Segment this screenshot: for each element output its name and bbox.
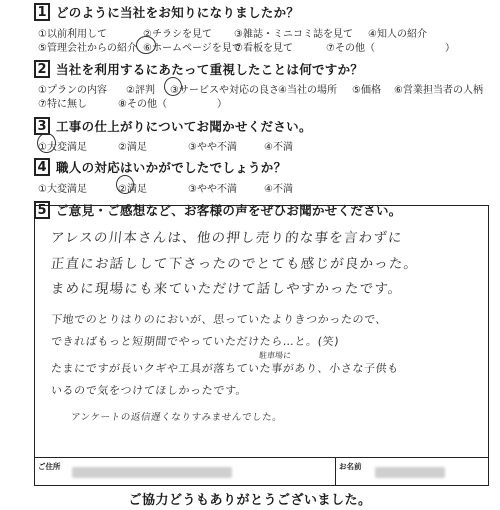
option[interactable]: ⑧その他（ ）: [118, 99, 227, 110]
handwritten-line: いるので気をつけてほしかったです。: [50, 384, 248, 397]
question-number: 1: [34, 3, 50, 21]
option[interactable]: ②チラシを見て: [143, 29, 212, 40]
question-number: 5: [34, 201, 50, 219]
option[interactable]: ③やや不満: [188, 142, 237, 153]
thanks-message: ご協力どうもありがとうございました。: [128, 493, 372, 508]
question-1-header: [34, 2, 299, 22]
option[interactable]: ④不満: [264, 184, 293, 195]
question-text: ご意見・ご感想など、お客様の声をぜひお聞かせください。: [56, 203, 402, 218]
question-text: 工事の仕上がりについてお聞かせください。: [56, 119, 312, 134]
option[interactable]: ④不満: [264, 142, 293, 153]
option[interactable]: ⑦その他（ ）: [326, 43, 455, 54]
handwritten-line: たまにですが長いクギや工具が落ちていた事があり、小さな子供も: [50, 362, 400, 375]
question-text: 職人の対応はいかがでしたでしょうか？: [56, 160, 287, 175]
option[interactable]: ①プランの内容: [38, 85, 107, 96]
option[interactable]: ⑦看板を見て: [234, 43, 293, 54]
name-label: お名前: [339, 462, 362, 471]
option[interactable]: ⑤価格: [352, 85, 381, 96]
option[interactable]: ③やや不満: [188, 184, 237, 195]
redacted-name: [375, 467, 445, 478]
option[interactable]: ①以前利用して: [38, 29, 107, 40]
option[interactable]: ②評判: [126, 85, 155, 96]
handwritten-line: まめに現場にも来ていただけて話しやすかったです。: [49, 281, 404, 297]
option[interactable]: ②満足: [118, 142, 147, 153]
address-field[interactable]: [35, 458, 336, 485]
question-number: 3: [34, 117, 50, 135]
handwritten-line: アレスの川本さんは、他の押し売り的な事を言わずに: [49, 230, 404, 246]
answer-circle-mark: [116, 175, 134, 194]
option[interactable]: ③雑誌・ミニコミ誌を見て: [234, 29, 353, 40]
option[interactable]: ②満足: [118, 184, 147, 195]
answer-circle-mark: [136, 36, 156, 54]
option[interactable]: ①大変満足: [38, 142, 87, 153]
option[interactable]: ③サービスや対応の良さ: [170, 85, 279, 96]
question-number: 4: [34, 158, 50, 176]
question-2-header: [34, 59, 363, 79]
option[interactable]: ⑦特に無し: [38, 99, 87, 110]
option[interactable]: ④知人の紹介: [368, 29, 427, 40]
question-text: 当社を利用するにあたって重視したことは何ですか？: [56, 62, 364, 77]
option[interactable]: ④当社の場所: [278, 85, 337, 96]
question-text: どのように当社をお知りになりましたか？: [56, 5, 300, 20]
handwritten-line: 下地でのとりはりのにおいが、思っていたよりきつかったので、: [50, 313, 388, 326]
answer-circle-mark: [164, 77, 182, 96]
option[interactable]: ⑥ホームページを見て: [143, 43, 242, 54]
option[interactable]: ①大変満足: [38, 184, 87, 195]
name-field[interactable]: [336, 458, 488, 485]
question-4-header: [34, 157, 286, 177]
handwritten-line: 正直にお話しして下さったのでとても感じが良かった。: [49, 256, 420, 272]
answer-circle-mark: [37, 133, 56, 153]
question-3-header: [34, 116, 312, 136]
handwritten-line: アンケートの返信遅くなりすみませんでした。: [70, 412, 283, 423]
handwritten-line: できればもっと短期間でやっていただけたら…と。(笑): [50, 335, 340, 348]
option[interactable]: ⑥営業担当者の人柄: [394, 85, 483, 96]
address-label: ご住所: [38, 462, 61, 471]
comment-box[interactable]: [34, 205, 489, 458]
redacted-address: [72, 467, 232, 478]
handwritten-insertion: 駐車場に: [258, 351, 292, 360]
question-number: 2: [34, 60, 50, 78]
footer-form: [34, 458, 489, 486]
option[interactable]: ⑤管理会社からの紹介: [38, 43, 137, 54]
